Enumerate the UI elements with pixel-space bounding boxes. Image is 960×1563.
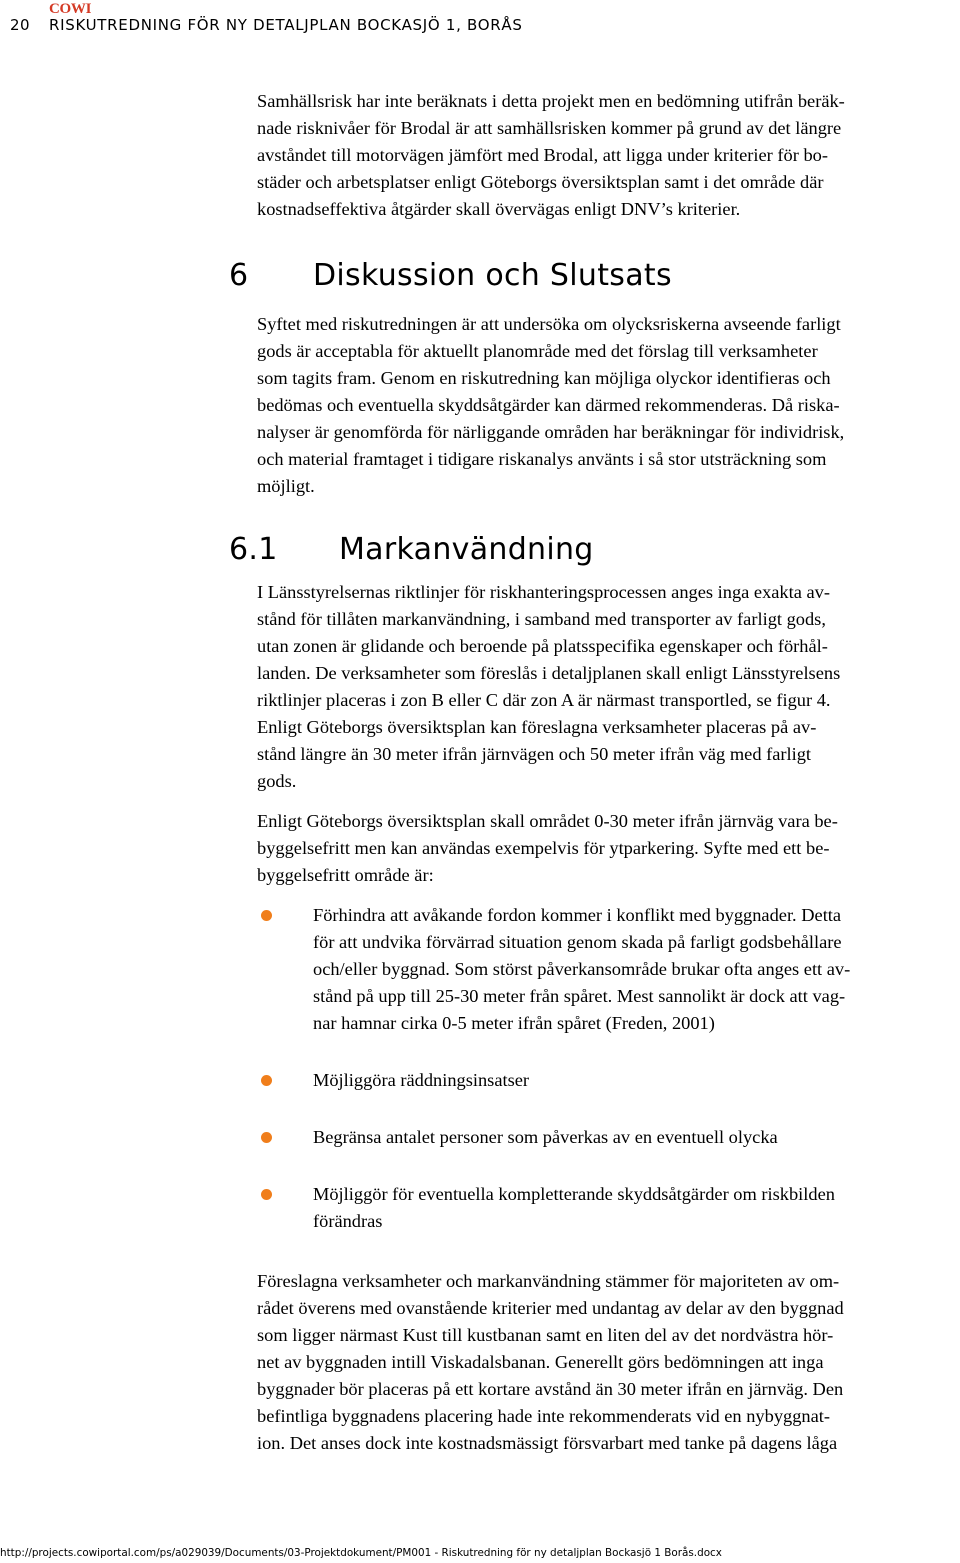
text-line: nalyser är genomförda för närliggande områden har beräkningar för individrisk,: [257, 422, 845, 442]
text-line: Föreslagna verksamheter och markanvändning stämmer för majoriteten av om-: [257, 1271, 840, 1291]
section-number: 6.1: [229, 532, 278, 567]
section-title: Markanvändning: [339, 532, 594, 567]
text-line: stånd längre än 30 meter ifrån järnvägen och 50 meter ifrån väg med farligt: [257, 744, 812, 764]
section-title: Diskussion och Slutsats: [313, 258, 672, 293]
text-line: gods är acceptabla för aktuellt planområde med det förslag till verksamheter: [257, 341, 818, 361]
bullet-dot-icon: [261, 910, 272, 921]
text-line: gods.: [257, 771, 297, 791]
text-line: landen. De verksamheter som föreslås i detaljplanen skall enligt Länsstyrelsens: [257, 663, 841, 683]
section-number: 6: [229, 258, 249, 293]
section-6-1-heading: [229, 532, 594, 567]
text-line: stånd på upp till 25-30 meter från spåret. Mest sannolikt är dock att vag-: [313, 986, 846, 1006]
text-line: möjligt.: [257, 476, 315, 496]
list-item: [257, 1181, 957, 1235]
text-line: nar hamnar cirka 0-5 meter ifrån spåret (Freden, 2001): [313, 1013, 715, 1033]
markanvandning-paragraph-2: [257, 808, 957, 889]
text-line: Förhindra att avåkande fordon kommer i konflikt med byggnader. Detta: [313, 905, 842, 925]
text-line: rådet överens med ovanstående kriterier med undantag av delar av den byggnad: [257, 1298, 844, 1318]
text-line: ion. Det anses dock inte kostnadsmässigt försvarbart med tanke på dagens låga: [257, 1433, 838, 1453]
markanvandning-paragraph-3: [257, 1268, 957, 1457]
text-line: som tagits fram. Genom en riskutredning kan möjliga olyckor identifieras och: [257, 368, 831, 388]
cowi-logo: COWI: [49, 1, 92, 17]
intro-paragraph: [257, 88, 957, 223]
text-line: stånd för tillåten markanvändning, i samband med transporter av farligt gods,: [257, 609, 826, 629]
text-line: Syftet med riskutredningen är att undersöka om olycksriskerna avseende farligt: [257, 314, 841, 334]
text-line: förändras: [313, 1211, 383, 1231]
text-line: Enligt Göteborgs översiktsplan skall området 0-30 meter ifrån järnväg vara be-: [257, 811, 838, 831]
text-line: byggnader bör placeras på ett kortare avstånd än 30 meter ifrån en järnväg. Den: [257, 1379, 844, 1399]
criteria-bullet-list: [257, 902, 957, 1235]
text-line: städer och arbetsplatser enligt Göteborgs översiktsplan samt i det område där: [257, 172, 824, 192]
list-item: [257, 902, 957, 1037]
text-line: avståndet till motorvägen jämfört med Brodal, att ligga under kriterier för bo-: [257, 145, 828, 165]
text-line: och material framtaget i tidigare riskanalys använts i så stor utsträckning som: [257, 449, 827, 469]
text-line: utan zonen är glidande och beroende på platsspecifika egenskaper och förhål-: [257, 636, 828, 656]
text-line: byggelsefritt men kan användas exempelvis för ytparkering. Syfte med ett be-: [257, 838, 830, 858]
text-line: Enligt Göteborgs översiktsplan kan föreslagna verksamheter placeras på av-: [257, 717, 817, 737]
text-line: som ligger närmast Kust till kustbanan samt en liten del av det nordvästra hör-: [257, 1325, 834, 1345]
list-item: [257, 1067, 957, 1094]
section-6-heading: [229, 258, 672, 293]
bullet-dot-icon: [261, 1075, 272, 1086]
bullet-dot-icon: [261, 1132, 272, 1143]
text-line: net av byggnaden intill Viskadalsbanan. Generellt görs bedömningen att inga: [257, 1352, 824, 1372]
page-number: 20: [9, 16, 31, 34]
markanvandning-paragraph-1: [257, 579, 957, 795]
bullet-dot-icon: [261, 1189, 272, 1200]
text-line: I Länsstyrelsernas riktlinjer för riskhanteringsprocessen anges inga exakta av-: [257, 582, 830, 602]
text-line: Begränsa antalet personer som påverkas av en eventuell olycka: [313, 1127, 778, 1147]
text-line: Samhällsrisk har inte beräknats i detta projekt men en bedömning utifrån beräk-: [257, 91, 845, 111]
text-line: bedömas och eventuella skyddsåtgärder kan därmed rekommenderas. Då riska-: [257, 395, 840, 415]
text-line: byggelsefritt område är:: [257, 865, 434, 885]
text-line: och/eller byggnad. Som störst påverkansområde brukar ofta anges ett av-: [313, 959, 851, 979]
text-line: Möjliggöra räddningsinsatser: [313, 1070, 530, 1090]
text-line: riktlinjer placeras i zon B eller C där zon A är närmast transportled, se figur 4.: [257, 690, 831, 710]
document-path-footer: http://projects.cowiportal.com/ps/a029039/Documents/03-Projektdokument/PM001 - Riskutredning för ny detaljplan Bockasjö 1 Borås.docx: [0, 1547, 722, 1559]
section-6-paragraph: [257, 311, 957, 500]
document-header-title: RISKUTREDNING FÖR NY DETALJPLAN BOCKASJÖ 1, BORÅS: [49, 16, 523, 34]
list-item: [257, 1124, 957, 1151]
text-line: befintliga byggnadens placering hade inte rekommenderats vid en nybyggnat-: [257, 1406, 830, 1426]
text-line: nade risknivåer för Brodal är att samhällsrisken kommer på grund av det längre: [257, 118, 842, 138]
text-line: för att undvika förvärrad situation genom skada på farligt godsbehållare: [313, 932, 842, 952]
text-line: Möjliggör för eventuella kompletterande skyddsåtgärder om riskbilden: [313, 1184, 835, 1204]
text-line: kostnadseffektiva åtgärder skall övervägas enligt DNV’s kriterier.: [257, 199, 741, 219]
